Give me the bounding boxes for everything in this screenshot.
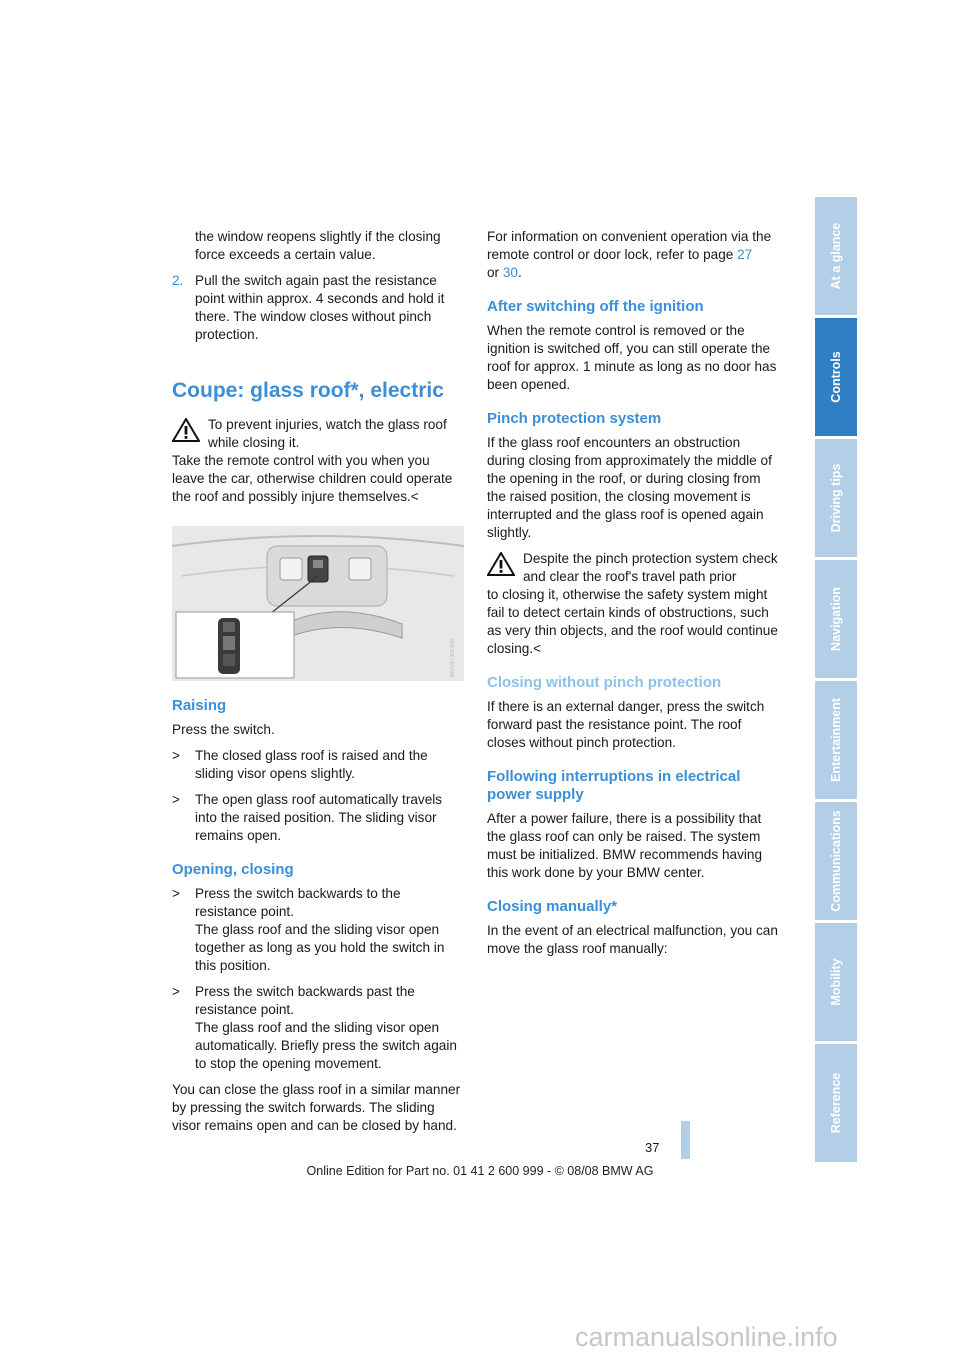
list-item-text: Press the switch backwards to the resistance point. xyxy=(195,886,401,919)
section-heading: Coupe: glass roof*, electric xyxy=(172,379,444,402)
page-link[interactable]: 30 xyxy=(502,265,518,280)
tab-label: At a glance xyxy=(829,222,843,290)
closing-text: You can close the glass roof in a similar manner by pressing the switch forwards. The sliding visor remains open and can be closed by hand. xyxy=(172,1082,461,1133)
nopinch-heading: Closing without pinch protection xyxy=(487,674,722,691)
right-column xyxy=(487,228,779,966)
tab-reference[interactable] xyxy=(815,1044,857,1162)
warning-block xyxy=(487,550,779,586)
info-text xyxy=(487,228,779,282)
page-number: 37 xyxy=(645,1140,660,1155)
power-text: After a power failure, there is a possibility that the glass roof can only be raised. The system must be initialized. BMW recommends having this work done by your BMW center. xyxy=(487,811,763,880)
tab-entertainment[interactable] xyxy=(815,681,857,799)
list-item xyxy=(172,885,464,975)
tab-label: Entertainment xyxy=(829,697,843,783)
info-period: . xyxy=(518,265,522,280)
chapter-tabs xyxy=(815,197,857,1165)
list-item xyxy=(172,983,464,1073)
intro-text: the window reopens slightly if the closing force exceeds a certain value. xyxy=(195,229,441,262)
warning-lead: Despite the pinch protection system check and clear the roof's travel path prior xyxy=(523,551,778,584)
tab-mobility[interactable] xyxy=(815,923,857,1041)
tab-label: Controls xyxy=(829,351,843,403)
illustration-drawing xyxy=(172,526,464,681)
step-2 xyxy=(172,272,464,344)
tab-label: Reference xyxy=(829,1072,843,1134)
warning-triangle-icon xyxy=(487,552,515,576)
warning-continuation xyxy=(172,452,464,506)
page-link[interactable]: 27 xyxy=(737,247,753,262)
glass-roof-switch-illustration xyxy=(172,526,464,681)
info-text-a: For information on convenient operation via the remote control or door lock, refer to page xyxy=(487,229,772,262)
tab-controls[interactable] xyxy=(815,318,857,436)
raising-heading: Raising xyxy=(172,697,227,714)
list-item-text: The closed glass roof is raised and the sliding visor opens slightly. xyxy=(195,748,428,781)
tab-driving-tips[interactable] xyxy=(815,439,857,557)
list-item xyxy=(172,747,464,783)
list-item-text: The glass roof and the sliding visor open together as long as you hold the switch in this position. xyxy=(195,922,445,973)
manual-text: In the event of an electrical malfunction, you can move the glass roof manually: xyxy=(487,923,778,956)
warning-cont-text: Take the remote control with you when you leave the car, otherwise children could operate the roof and possibly injure themselves. xyxy=(172,453,453,504)
tab-communications[interactable] xyxy=(815,802,857,920)
left-column xyxy=(172,228,464,1143)
opening-heading: Opening, closing xyxy=(172,861,294,878)
tab-label: Communications xyxy=(829,810,843,912)
watermark: carmanualsonline.info xyxy=(575,1322,838,1352)
raising-text: Press the switch. xyxy=(172,722,275,737)
bullet: > xyxy=(172,748,180,763)
warning-triangle-icon xyxy=(172,418,200,442)
end-mark: < xyxy=(410,489,419,504)
footer-text: Online Edition for Part no. 01 41 2 600 999 - © 08/08 BMW AG xyxy=(306,1164,654,1178)
tab-label: Mobility xyxy=(829,958,843,1006)
warning-cont-text: to closing it, otherwise the safety system might fail to detect certain kinds of obstructions, such as very thin objects, and the roof would continue closing. xyxy=(487,587,778,656)
pinch-text: If the glass roof encounters an obstruction during closing from approximately the middle of the opening in the roof, or during closing from the raised position, the closing movement is interrupted and the glass roof is opened again slightly. xyxy=(487,435,772,540)
step-2-text: Pull the switch again past the resistance point within approx. 4 seconds and hold it there. The window closes without pinch protection. xyxy=(195,273,445,342)
power-heading: Following interruptions in electrical power supply xyxy=(487,768,741,803)
list-item-text: Press the switch backwards past the resistance point. xyxy=(195,984,415,1017)
list-item-text: The open glass roof automatically travels into the raised position. The sliding visor remains open. xyxy=(195,792,443,843)
bullet: > xyxy=(172,792,180,807)
tab-navigation[interactable] xyxy=(815,560,857,678)
warning-lead: To prevent injuries, watch the glass roof while closing it. xyxy=(208,417,447,450)
nopinch-text: If there is an external danger, press the switch forward past the resistance point. The roof closes without pinch protection. xyxy=(487,699,765,750)
pinch-heading: Pinch protection system xyxy=(487,410,662,427)
list-item-text: The glass roof and the sliding visor open automatically. Briefly press the switch again to stop the opening movement. xyxy=(195,1020,457,1071)
manual-heading: Closing manually* xyxy=(487,898,618,915)
ignition-text: When the remote control is removed or the ignition is switched off, you can still operate the roof for approx. 1 minute as long as no door has been opened. xyxy=(487,323,777,392)
bullet: > xyxy=(172,984,180,999)
info-or: or xyxy=(487,265,500,280)
tab-label: Navigation xyxy=(829,587,843,651)
bullet: > xyxy=(172,886,180,901)
end-mark: < xyxy=(533,641,542,656)
warning-continuation xyxy=(487,586,779,658)
ignition-heading: After switching off the ignition xyxy=(487,298,704,315)
step-number: 2. xyxy=(172,273,184,288)
warning-block xyxy=(172,416,464,452)
figure-code: MV03730CMA xyxy=(450,637,456,677)
tab-label: Driving tips xyxy=(829,463,843,533)
page-marker-bar xyxy=(681,1121,690,1159)
tab-at-a-glance[interactable] xyxy=(815,197,857,315)
list-item xyxy=(172,791,464,845)
